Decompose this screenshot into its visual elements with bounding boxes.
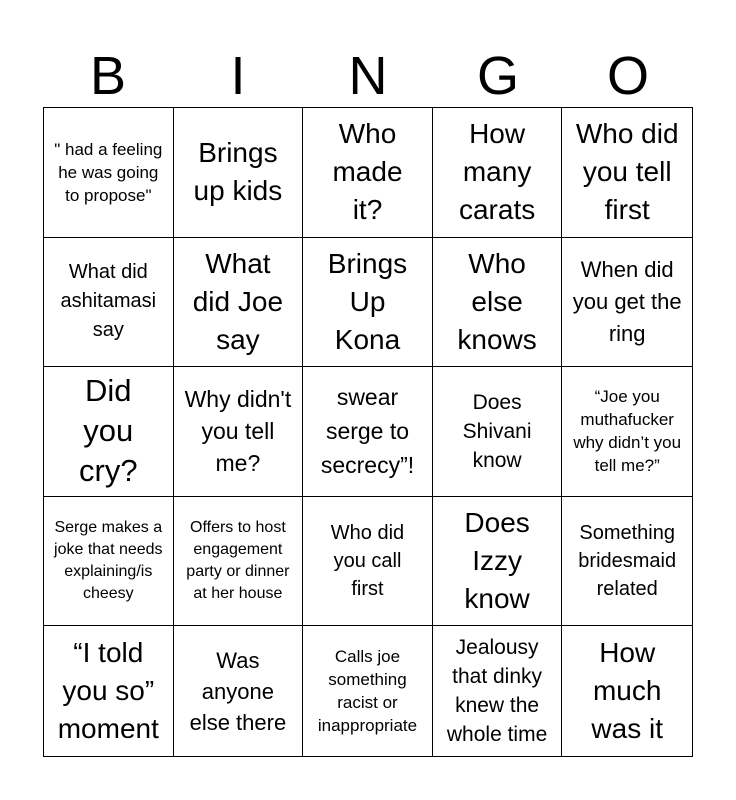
bingo-cell[interactable]: Jealousy that dinky knew the whole time xyxy=(433,626,563,756)
bingo-cell[interactable]: Did you cry? xyxy=(44,367,174,497)
header-letter-n: N xyxy=(348,46,388,106)
header-letter-g: G xyxy=(476,46,519,106)
header-letter-o: O xyxy=(606,46,649,106)
bingo-cell[interactable]: Does Shivani know xyxy=(433,367,563,497)
bingo-cell[interactable]: Why didn't you tell me? xyxy=(174,367,304,497)
bingo-cell[interactable]: Does Izzy know xyxy=(433,497,563,627)
bingo-cell[interactable]: How much was it xyxy=(591,637,663,745)
bingo-header xyxy=(43,44,693,108)
bingo-cell[interactable]: Calls joe something racist or inappropriate xyxy=(303,626,433,756)
bingo-cell[interactable]: “I told you so” moment xyxy=(44,626,174,756)
bingo-grid xyxy=(43,107,693,757)
header-letter-b: B xyxy=(89,46,127,106)
bingo-cell[interactable]: Serge makes a joke that needs explaining/is cheesy xyxy=(44,497,174,627)
bingo-cell[interactable]: Who did you tell first xyxy=(562,108,692,238)
bingo-cell[interactable]: swear serge to secrecy”! xyxy=(303,367,433,497)
bingo-cell[interactable]: When did you get the ring xyxy=(562,238,692,368)
bingo-cell[interactable]: “Joe you muthafucker why didn’t you tell me?” xyxy=(562,367,692,497)
bingo-cell[interactable]: Was anyone else there xyxy=(174,626,304,756)
bingo-cell[interactable]: Who else knows xyxy=(433,238,563,368)
header-letter-i: I xyxy=(230,46,246,106)
bingo-cell[interactable]: Who did you call first xyxy=(303,497,433,627)
bingo-cell[interactable]: Who made it? xyxy=(303,108,433,238)
bingo-cell[interactable]: How many carats xyxy=(433,108,563,238)
bingo-cell[interactable]: Offers to host engagement party or dinner at her house xyxy=(174,497,304,627)
bingo-cell[interactable]: Brings up kids xyxy=(174,108,304,238)
bingo-cell[interactable]: Something bridesmaid related xyxy=(562,497,692,627)
bingo-cell[interactable]: What did ashitamasi say xyxy=(44,238,174,368)
bingo-cell[interactable]: " had a feeling he was going to propose" xyxy=(44,108,174,238)
bingo-cell[interactable]: What did Joe say xyxy=(174,238,304,368)
bingo-cell[interactable]: Brings Up Kona xyxy=(303,238,433,368)
